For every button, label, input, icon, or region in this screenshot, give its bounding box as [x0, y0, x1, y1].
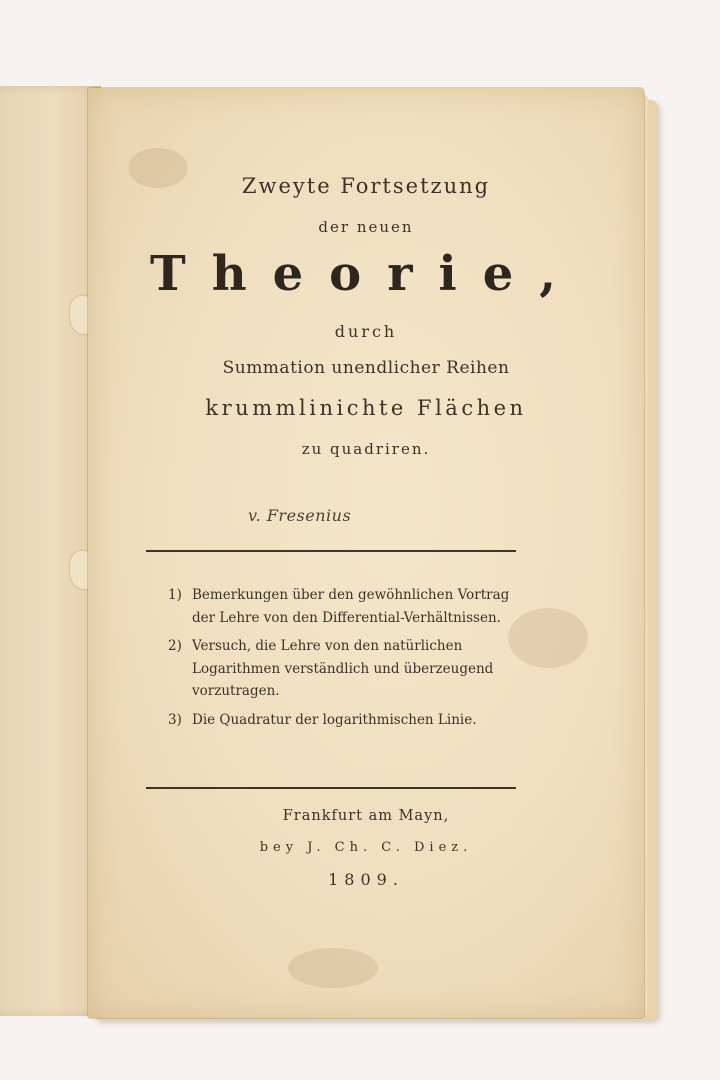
item-text: Die Quadratur der logarithmischen Linie. [192, 711, 477, 728]
title-line-5: Summation unendlicher Reihen [222, 358, 510, 378]
contents-item [168, 709, 528, 732]
handwritten-note: v. Fresenius [248, 506, 352, 525]
item-number: 1) [168, 587, 182, 603]
title-line-1: Zweyte Fortsetzung [241, 174, 491, 198]
contents-item [168, 584, 528, 629]
title-line-4: durch [334, 322, 398, 341]
title-line-2: der neuen [318, 218, 414, 236]
contents-item [168, 635, 528, 703]
left-book-leaf [0, 86, 101, 1016]
divider-rule [146, 550, 516, 552]
title-line-7: zu quadriren. [301, 440, 431, 458]
title-page [88, 88, 644, 1018]
title-line-6: krummlinichte Flächen [205, 396, 527, 420]
item-text: Bemerkungen über den gewöhnlichen Vortrag der Lehre von den Differential-Verhältnissen. [192, 587, 510, 626]
imprint-publisher: bey J. Ch. C. Diez. [259, 840, 473, 855]
main-title: Theorie, [150, 246, 582, 302]
item-number: 2) [168, 638, 182, 654]
item-number: 3) [168, 711, 182, 728]
contents-list [168, 584, 528, 737]
item-text: Versuch, die Lehre von den natürlichen Logarithmen verständlich und überzeugend vorzutragen. [192, 638, 494, 699]
imprint-place: Frankfurt am Mayn, [282, 808, 450, 824]
imprint-year: 1809. [328, 870, 404, 889]
divider-rule [146, 787, 516, 789]
